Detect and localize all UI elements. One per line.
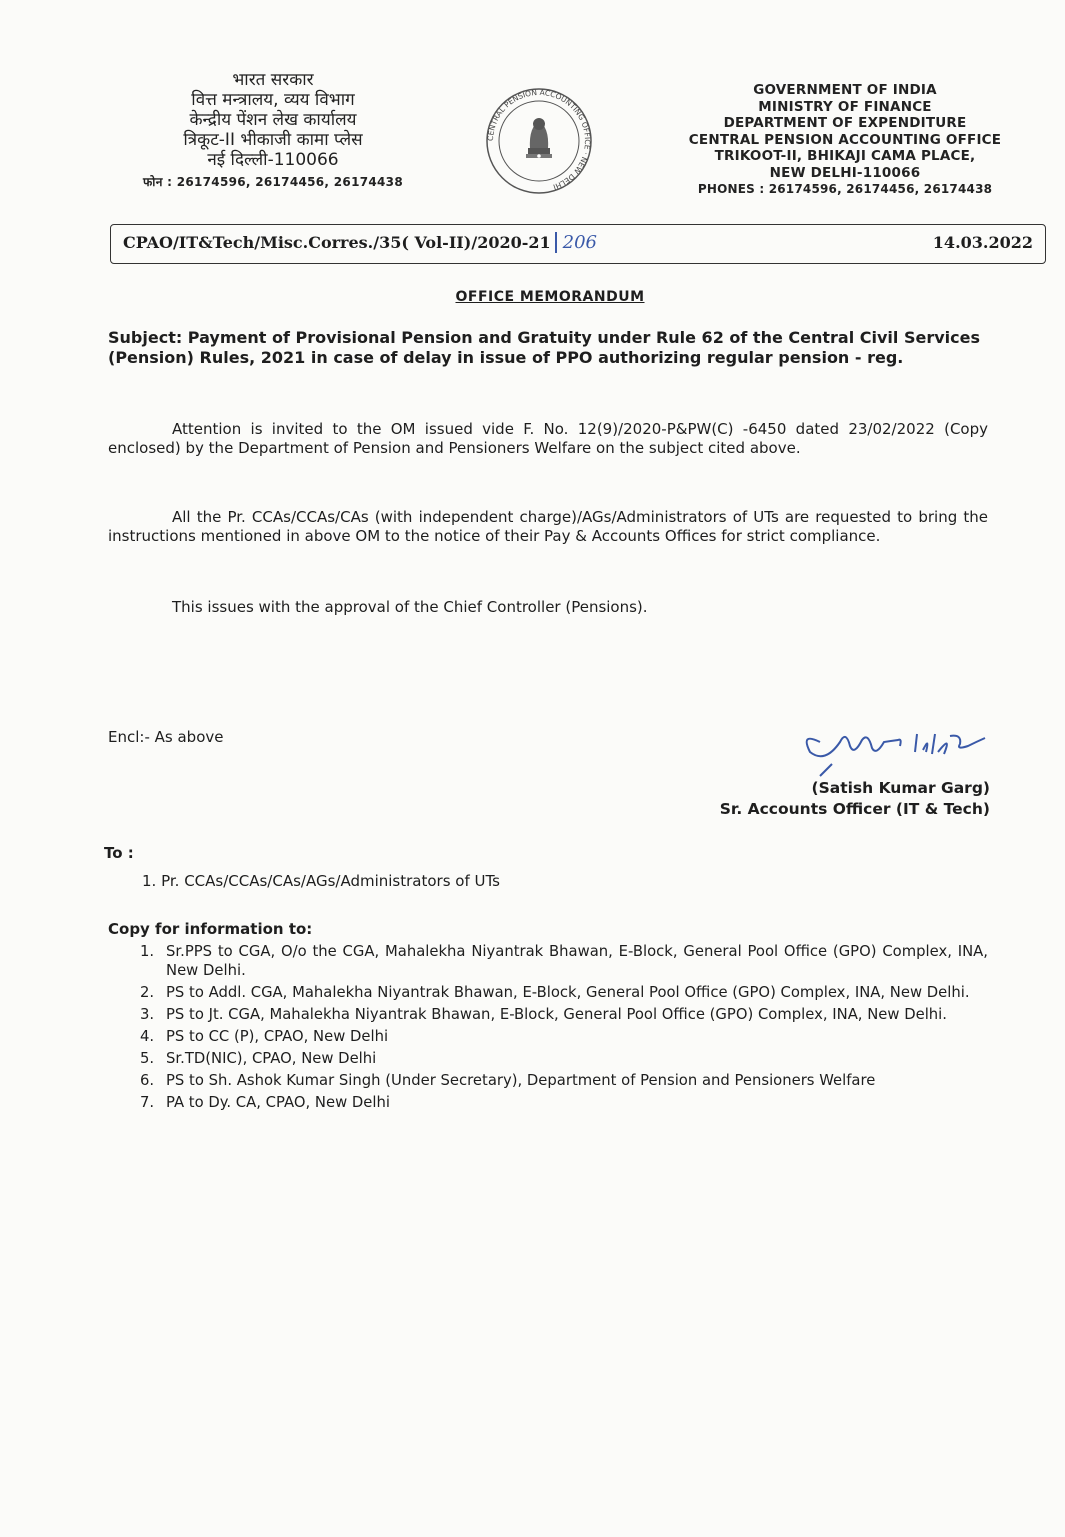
- list-item: 5. Sr.TD(NIC), CPAO, New Delhi: [140, 1050, 377, 1067]
- signatory-name: (Satish Kumar Garg): [811, 779, 990, 797]
- document-title: OFFICE MEMORANDUM: [455, 289, 645, 305]
- paragraph-1: Attention is invited to the OM issued vide F. No. 12(9)/2020-P&PW(C) -6450 dated 23/02/2022 (Copy enclosed) by the Department of Pension and Pensioners Welfare on the subject cited above.: [108, 420, 988, 457]
- english-letterhead: [640, 82, 1050, 198]
- eng-line-3: DEPARTMENT OF EXPENDITURE: [723, 115, 967, 131]
- eng-line-6: NEW DELHI-110066: [769, 164, 921, 181]
- hindi-line-3: केन्द्रीय पेंशन लेख कार्यालय: [189, 110, 357, 130]
- to-item-text: Pr. CCAs/CCAs/CAs/AGs/Administrators of UTs: [161, 872, 500, 890]
- hindi-line-1: भारत सरकार: [232, 70, 314, 90]
- paragraph-3: This issues with the approval of the Chief Controller (Pensions).: [172, 598, 648, 616]
- svg-text:CENTRAL PENSION ACCOUNTING OFF: CENTRAL PENSION ACCOUNTING OFFICE · NEW DELHI: [485, 87, 593, 192]
- enclosure-note: Encl:- As above: [108, 728, 224, 746]
- list-item: 6. PS to Sh. Ashok Kumar Singh (Under Secretary), Department of Pension and Pensioners Welfare: [140, 1072, 876, 1089]
- handwritten-signature: [780, 712, 990, 786]
- subject-line: Subject: Payment of Provisional Pension and Gratuity under Rule 62 of the Central Civil Services (Pension) Rules, 2021 in case of delay in issue of PPO authorizing regular pension - reg.: [108, 328, 980, 367]
- to-label: To :: [104, 844, 134, 862]
- list-item: 4. PS to CC (P), CPAO, New Delhi: [140, 1028, 389, 1045]
- to-list-item: [142, 872, 500, 890]
- reference-number-line: [123, 232, 597, 253]
- signatory-designation: Sr. Accounts Officer (IT & Tech): [719, 800, 990, 818]
- hindi-line-5: नई दिल्ली-110066: [207, 150, 339, 170]
- hindi-line-2: वित्त मन्त्रालय, व्यय विभाग: [191, 90, 355, 110]
- hindi-line-4: त्रिकूट-II भीकाजी कामा प्लेस: [183, 130, 363, 150]
- eng-line-1: GOVERNMENT OF INDIA: [753, 82, 937, 98]
- reference-number: CPAO/IT&Tech/Misc.Corres./35( Vol-II)/2020-21: [123, 233, 551, 252]
- list-item: 7. PA to Dy. CA, CPAO, New Delhi: [140, 1094, 390, 1111]
- eng-line-4: CENTRAL PENSION ACCOUNTING OFFICE: [688, 131, 1002, 148]
- handwritten-dispatch-number: 206: [555, 232, 597, 253]
- list-item: 1. Sr.PPS to CGA, O/o the CGA, Mahalekha Niyantrak Bhawan, E-Block, General Pool Office (GPO) Complex, INA, New Delhi.: [140, 943, 988, 979]
- reference-box: [110, 224, 1046, 264]
- office-seal-icon: [484, 86, 594, 196]
- list-item: 3. PS to Jt. CGA, Mahalekha Niyantrak Bhawan, E-Block, General Pool Office (GPO) Complex, INA, New Delhi.: [140, 1006, 947, 1023]
- eng-line-2: MINISTRY OF FINANCE: [758, 98, 932, 115]
- paragraph-2: All the Pr. CCAs/CCAs/CAs (with independent charge)/AGs/Administrators of UTs are requested to bring the instructions mentioned in above OM to the notice of their Pay & Accounts Offices for strict compliance.: [108, 508, 988, 545]
- eng-line-5: TRIKOOT-II, BHIKAJI CAMA PLACE,: [714, 148, 976, 164]
- signatory-details: [720, 778, 990, 820]
- memo-date: 14.03.2022: [932, 233, 1033, 252]
- signature-block: [560, 712, 990, 832]
- hindi-letterhead: [108, 70, 438, 192]
- copy-to-label: Copy for information to:: [108, 920, 313, 938]
- eng-phone: PHONES : 26174596, 26174456, 26174438: [697, 182, 993, 196]
- list-item: 2. PS to Addl. CGA, Mahalekha Niyantrak Bhawan, E-Block, General Pool Office (GPO) Complex, INA, New Delhi.: [140, 984, 970, 1001]
- to-item-number: 1.: [142, 872, 157, 890]
- hindi-phone: फोन : 26174596, 26174456, 26174438: [143, 175, 403, 189]
- copy-to-list: [136, 942, 988, 1115]
